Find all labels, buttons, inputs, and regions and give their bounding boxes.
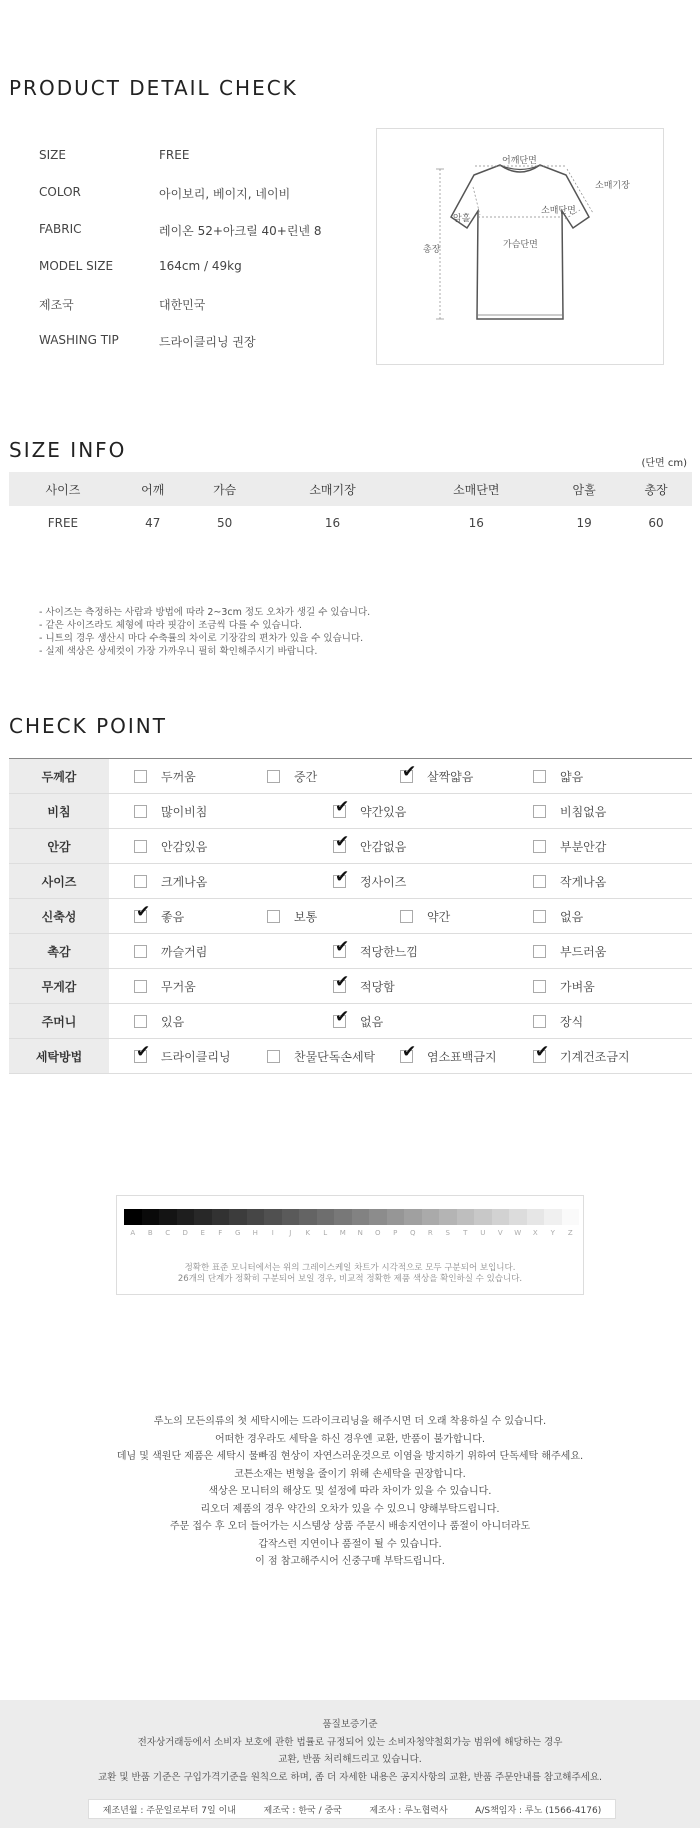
grayscale-letter: I [271, 1229, 274, 1237]
check-point-label: 무게감 [9, 969, 109, 1003]
check-option-label: 있음 [161, 1014, 185, 1029]
footer-info-item: 제조년월 : 주문일로부터 7일 이내 [102, 1805, 236, 1816]
size-cell: 16 [324, 516, 341, 530]
grayscale-swatch [264, 1209, 282, 1225]
spec-label: MODEL SIZE [39, 259, 114, 273]
checkbox[interactable] [533, 980, 546, 993]
checkbox[interactable] [134, 945, 147, 958]
grayscale-letter: J [289, 1229, 292, 1237]
checkbox[interactable] [134, 1015, 147, 1028]
spec-label: 제조국 [39, 298, 74, 312]
grayscale-swatch [334, 1209, 352, 1225]
grayscale-swatch [142, 1209, 160, 1225]
size-cell: 19 [576, 516, 592, 530]
check-point-label: 비침 [9, 794, 109, 828]
size-note: - 사이즈는 측정하는 사람과 방법에 따라 2~3cm 정도 오차가 생길 수 있습니다. [39, 607, 371, 618]
grayscale-swatch [387, 1209, 405, 1225]
grayscale-letter: N [357, 1229, 363, 1237]
check-option[interactable] [134, 934, 207, 968]
check-point-label: 신축성 [9, 899, 109, 933]
check-option-label: 부드러움 [560, 944, 607, 959]
footer-line: 전자상거래등에서 소비자 보호에 관한 법률로 규정되어 있는 소비자청약철회가능 범위에 해당하는 경우 [137, 1736, 563, 1748]
checkbox[interactable] [533, 805, 546, 818]
size-notes [39, 606, 370, 658]
size-header-cell: 총장 [620, 472, 692, 506]
diagram-label-total-length: 총장 [423, 245, 441, 255]
check-option[interactable] [533, 864, 606, 898]
check-option[interactable] [134, 1004, 184, 1038]
checkmark-icon: ✔ [335, 1006, 350, 1027]
check-option[interactable] [333, 934, 418, 968]
size-unit: (단면 cm) [641, 458, 687, 469]
check-option-label: 없음 [560, 909, 584, 924]
spec-value: FREE [159, 148, 190, 162]
grayscale-swatch [299, 1209, 317, 1225]
checkbox[interactable] [533, 910, 546, 923]
size-note: - 니트의 경우 생산시 마다 수축률의 차이로 기장감의 편차가 있을 수 있습니다. [39, 633, 364, 644]
washing-notice [0, 1413, 700, 1571]
spec-label: WASHING TIP [39, 333, 119, 347]
spec-value: 드라이클리닝 권장 [159, 335, 256, 349]
check-option-label: 안감없음 [360, 839, 407, 854]
spec-row-washing [39, 333, 256, 349]
checkbox[interactable] [134, 805, 147, 818]
size-table [9, 472, 692, 540]
check-option[interactable] [400, 1039, 497, 1073]
footer-info-item: A/S책임자 : 루노 (1566-4176) [475, 1805, 602, 1816]
check-option[interactable] [533, 759, 583, 793]
diagram-label-sleeve-length: 소매기장 [595, 181, 630, 191]
check-point-label: 두께감 [9, 759, 109, 793]
check-option-label: 적당함 [360, 979, 395, 994]
grayscale-letter: K [305, 1229, 311, 1237]
diagram-label-shoulder: 어깨단면 [502, 156, 537, 166]
check-option[interactable] [134, 969, 196, 1003]
checkmark-icon: ✔ [535, 1041, 550, 1062]
checkbox[interactable] [533, 1041, 550, 1063]
check-option-label: 무거움 [161, 979, 196, 994]
check-option[interactable] [333, 969, 395, 1003]
size-info-title: SIZE INFO [9, 438, 127, 462]
grayscale-bar [124, 1209, 579, 1225]
notice-line: 갑작스런 지연이나 품절이 될 수 있습니다. [258, 1538, 442, 1550]
grayscale-swatch [177, 1209, 195, 1225]
check-option-label: 작게나옴 [560, 874, 607, 889]
checkbox[interactable] [134, 901, 151, 923]
check-option-label: 드라이클리닝 [161, 1049, 231, 1064]
grayscale-swatch [352, 1209, 370, 1225]
grayscale-swatch [544, 1209, 562, 1225]
size-header-cell: 소매단면 [404, 472, 548, 506]
check-option[interactable] [267, 899, 317, 933]
notice-line: 루노의 모든의류의 첫 세탁시에는 드라이크리닝을 해주시면 더 오래 착용하실 수 있습니다. [153, 1416, 547, 1427]
check-option-label: 크게나옴 [161, 874, 208, 889]
footer-info-item: 제조사 : 루노협력사 [369, 1805, 448, 1816]
spec-value: 대한민국 [159, 298, 206, 312]
footer-line: 교환, 반품 처리해드리고 있습니다. [278, 1754, 422, 1765]
size-cell: 47 [145, 516, 161, 530]
checkbox[interactable] [333, 866, 350, 888]
grayscale-swatch [369, 1209, 387, 1225]
quality-footer [0, 1700, 700, 1828]
grayscale-swatch [282, 1209, 300, 1225]
spec-row-fabric [39, 222, 322, 238]
check-option[interactable] [533, 969, 595, 1003]
checkbox[interactable] [400, 1041, 417, 1063]
grayscale-swatch [422, 1209, 440, 1225]
check-point-row [9, 934, 692, 969]
check-option-label: 부분안감 [560, 839, 607, 854]
spec-value: 레이온 52+아크릴 40+린넨 8 [159, 224, 322, 238]
grayscale-swatch [247, 1209, 265, 1225]
grayscale-letter: H [252, 1229, 258, 1237]
check-point-row [9, 1039, 692, 1074]
grayscale-letters [124, 1229, 579, 1237]
check-option[interactable] [533, 934, 606, 968]
footer-info-bar [88, 1799, 616, 1819]
grayscale-note [117, 1263, 583, 1285]
grayscale-swatch [229, 1209, 247, 1225]
checkmark-icon: ✔ [136, 1041, 151, 1062]
check-option[interactable] [134, 829, 207, 863]
grayscale-letter: O [374, 1229, 381, 1237]
checkmark-icon: ✔ [335, 796, 350, 817]
checkbox[interactable] [333, 971, 350, 993]
spec-label: FABRIC [39, 222, 82, 236]
checkbox[interactable] [267, 910, 280, 923]
notice-line: 주문 접수 후 오더 들어가는 시스템상 상품 주문시 배송지연이나 품절이 아니더라도 [169, 1521, 531, 1532]
check-option[interactable] [267, 759, 317, 793]
size-header-cell: 가슴 [189, 472, 261, 506]
check-point-label: 촉감 [9, 934, 109, 968]
size-note: - 같은 사이즈라도 체형에 따라 핏감이 조금씩 다를 수 있습니다. [39, 620, 303, 631]
check-point-label: 주머니 [9, 1004, 109, 1038]
grayscale-swatch [562, 1209, 580, 1225]
checkbox[interactable] [400, 910, 413, 923]
footer-line: 품질보증기준 [322, 1719, 378, 1730]
notice-line: 데님 및 색원단 제품은 세탁시 물빠짐 현상이 자연스러운것으로 이염을 방지하기 위하여 단독세탁 해주세요. [116, 1451, 584, 1462]
check-option-label: 보통 [294, 909, 318, 924]
grayscale-letter: A [130, 1229, 136, 1237]
checkmark-icon: ✔ [335, 831, 350, 852]
check-point-row [9, 759, 692, 794]
check-option[interactable] [533, 1039, 630, 1073]
check-option-label: 안감있음 [161, 839, 208, 854]
notice-line: 코튼소재는 변형을 줄이기 위해 손세탁을 권장합니다. [234, 1468, 466, 1480]
checkmark-icon: ✔ [335, 971, 350, 992]
check-option[interactable] [400, 899, 450, 933]
measurement-diagram [376, 128, 664, 365]
grayscale-swatch [212, 1209, 230, 1225]
check-option[interactable] [333, 864, 406, 898]
check-point-row [9, 969, 692, 1004]
check-option[interactable] [533, 794, 606, 828]
size-header-cell: 사이즈 [9, 472, 117, 506]
grayscale-letter: F [218, 1229, 223, 1237]
check-option[interactable] [134, 794, 207, 828]
checkbox[interactable] [134, 840, 147, 853]
grayscale-swatch [124, 1209, 142, 1225]
diagram-label-chest: 가슴단면 [503, 240, 538, 250]
spec-label: COLOR [39, 185, 81, 199]
spec-row-model-size [39, 259, 242, 273]
size-header-cell: 어깨 [117, 472, 189, 506]
grayscale-swatch [527, 1209, 545, 1225]
notice-line: 색상은 모니터의 해상도 및 설정에 따라 차이가 있을 수 있습니다. [208, 1486, 492, 1497]
check-option-label: 정사이즈 [360, 874, 407, 889]
grayscale-swatch [492, 1209, 510, 1225]
check-option[interactable] [333, 794, 406, 828]
notice-line: 이 점 참고해주시어 신중구매 부탁드립니다. [255, 1556, 445, 1567]
check-option[interactable] [533, 1004, 583, 1038]
check-option-label: 중간 [294, 769, 318, 784]
check-point-row [9, 899, 692, 934]
check-option[interactable] [267, 1039, 375, 1073]
size-cell: FREE [47, 516, 79, 530]
spec-label: SIZE [39, 148, 66, 162]
grayscale-letter: B [147, 1229, 153, 1237]
size-cell: 16 [468, 516, 484, 530]
check-option-label: 비침없음 [560, 804, 607, 819]
grayscale-letter: V [497, 1229, 503, 1237]
grayscale-letter: T [463, 1229, 468, 1237]
checkbox[interactable] [400, 761, 417, 783]
grayscale-swatch [474, 1209, 492, 1225]
grayscale-letter: G [235, 1229, 241, 1237]
checkbox[interactable] [533, 770, 546, 783]
size-header-cell: 소매기장 [261, 472, 405, 506]
check-option[interactable] [134, 899, 184, 933]
spec-value: 164cm / 49kg [159, 259, 242, 273]
check-option[interactable] [400, 759, 473, 793]
checkbox[interactable] [333, 831, 350, 853]
check-point-label: 사이즈 [9, 864, 109, 898]
checkbox[interactable] [333, 1006, 350, 1028]
grayscale-letter: D [182, 1229, 188, 1237]
diagram-label-armhole: 암홀 [453, 214, 471, 224]
grayscale-swatch [317, 1209, 335, 1225]
grayscale-letter: U [480, 1229, 486, 1237]
grayscale-swatch [159, 1209, 177, 1225]
spec-row-color [39, 185, 291, 201]
checkbox[interactable] [134, 770, 147, 783]
size-cell: 50 [217, 516, 233, 530]
grayscale-letter: W [514, 1229, 522, 1237]
check-option-label: 없음 [360, 1014, 384, 1029]
grayscale-swatch [509, 1209, 527, 1225]
spec-row-size [39, 148, 190, 162]
checkbox[interactable] [533, 1015, 546, 1028]
check-point-row [9, 794, 692, 829]
checkbox[interactable] [533, 875, 546, 888]
check-point-label: 세탁방법 [9, 1039, 109, 1073]
checkbox[interactable] [333, 796, 350, 818]
check-point-row [9, 829, 692, 864]
check-point-row [9, 1004, 692, 1039]
grayscale-letter: M [339, 1229, 346, 1237]
check-point-title: CHECK POINT [9, 714, 167, 738]
check-option-label: 얇음 [560, 769, 584, 784]
checkbox[interactable] [267, 1050, 280, 1063]
size-cell: 60 [648, 516, 664, 530]
table-row [9, 506, 692, 540]
check-point-table [9, 758, 692, 1074]
check-option-label: 염소표백금지 [427, 1049, 497, 1064]
checkbox[interactable] [533, 840, 546, 853]
check-option-label: 기계건조금지 [560, 1049, 630, 1064]
grayscale-letter: P [393, 1229, 398, 1237]
check-option-label: 가벼움 [560, 979, 595, 994]
check-point-row [9, 864, 692, 899]
footer-info-item: 제조국 : 한국 / 중국 [263, 1805, 342, 1816]
notice-line: 리오더 제품의 경우 약간의 오차가 있을 수 있으니 양해부탁드립니다. [200, 1503, 500, 1515]
grayscale-letter: S [445, 1229, 450, 1237]
size-note: - 실제 색상은 상세컷이 가장 가까우니 필히 확인해주시기 바랍니다. [39, 646, 318, 657]
checkbox[interactable] [134, 1041, 151, 1063]
checkmark-icon: ✔ [402, 761, 417, 782]
grayscale-note-line: 정확한 표준 모니터에서는 위의 그레이스케일 차트가 시각적으로 모두 구분되어 보입니다. [184, 1263, 516, 1273]
check-option-label: 적당한느낌 [360, 944, 418, 959]
grayscale-swatch [439, 1209, 457, 1225]
check-option-label: 두꺼움 [161, 769, 196, 784]
check-option[interactable] [134, 864, 207, 898]
footer-line: 교환 및 반품 기준은 구입가격기준을 원칙으로 하며, 좀 더 자세한 내용은 공지사항의 교환, 반품 주문안내를 참고해주세요. [97, 1771, 603, 1783]
check-point-label: 안감 [9, 829, 109, 863]
check-option-label: 약간있음 [360, 804, 407, 819]
grayscale-swatch [404, 1209, 422, 1225]
grayscale-letter: Y [550, 1229, 555, 1237]
spec-value: 아이보리, 베이지, 네이비 [159, 187, 291, 201]
size-header-cell: 암홀 [548, 472, 620, 506]
check-option[interactable] [333, 1004, 383, 1038]
checkbox[interactable] [267, 770, 280, 783]
check-option[interactable] [134, 759, 196, 793]
check-option-label: 약간 [427, 909, 451, 924]
check-option-label: 살짝얇음 [427, 769, 474, 784]
check-option-label: 까슬거림 [161, 944, 208, 959]
checkbox[interactable] [333, 936, 350, 958]
checkmark-icon: ✔ [402, 1041, 417, 1062]
checkbox[interactable] [533, 945, 546, 958]
notice-line: 어떠한 경우라도 세탁을 하신 경우엔 교환, 반품이 불가합니다. [214, 1433, 486, 1445]
check-option[interactable] [533, 899, 583, 933]
grayscale-swatch [457, 1209, 475, 1225]
grayscale-letter: X [532, 1229, 538, 1237]
checkmark-icon: ✔ [335, 936, 350, 957]
check-option-label: 좋음 [161, 909, 185, 924]
check-option-label: 찬물단독손세탁 [294, 1049, 376, 1064]
detail-title: PRODUCT DETAIL CHECK [9, 76, 298, 100]
grayscale-swatch [194, 1209, 212, 1225]
check-option-label: 많이비침 [161, 804, 208, 819]
checkmark-icon: ✔ [335, 866, 350, 887]
checkbox[interactable] [134, 875, 147, 888]
grayscale-letter: R [427, 1229, 433, 1237]
footer-text [0, 1716, 700, 1786]
check-option[interactable] [134, 1039, 231, 1073]
grayscale-chart [116, 1195, 584, 1295]
spec-row-origin [39, 296, 206, 313]
check-option[interactable] [533, 829, 606, 863]
grayscale-letter: E [200, 1229, 205, 1237]
size-table-header [9, 472, 692, 506]
check-option-label: 장식 [560, 1014, 584, 1029]
checkbox[interactable] [134, 980, 147, 993]
diagram-label-sleeve-width: 소매단면 [541, 206, 576, 216]
grayscale-letter: Q [409, 1229, 416, 1237]
grayscale-letter: Z [567, 1229, 573, 1237]
checkmark-icon: ✔ [136, 901, 151, 922]
grayscale-note-line: 26개의 단계가 정확히 구분되어 보일 경우, 비교적 정확한 제품 색상을 확인하실 수 있습니다. [177, 1274, 523, 1284]
grayscale-letter: C [165, 1229, 171, 1237]
grayscale-letter: L [323, 1229, 328, 1237]
check-option[interactable] [333, 829, 406, 863]
